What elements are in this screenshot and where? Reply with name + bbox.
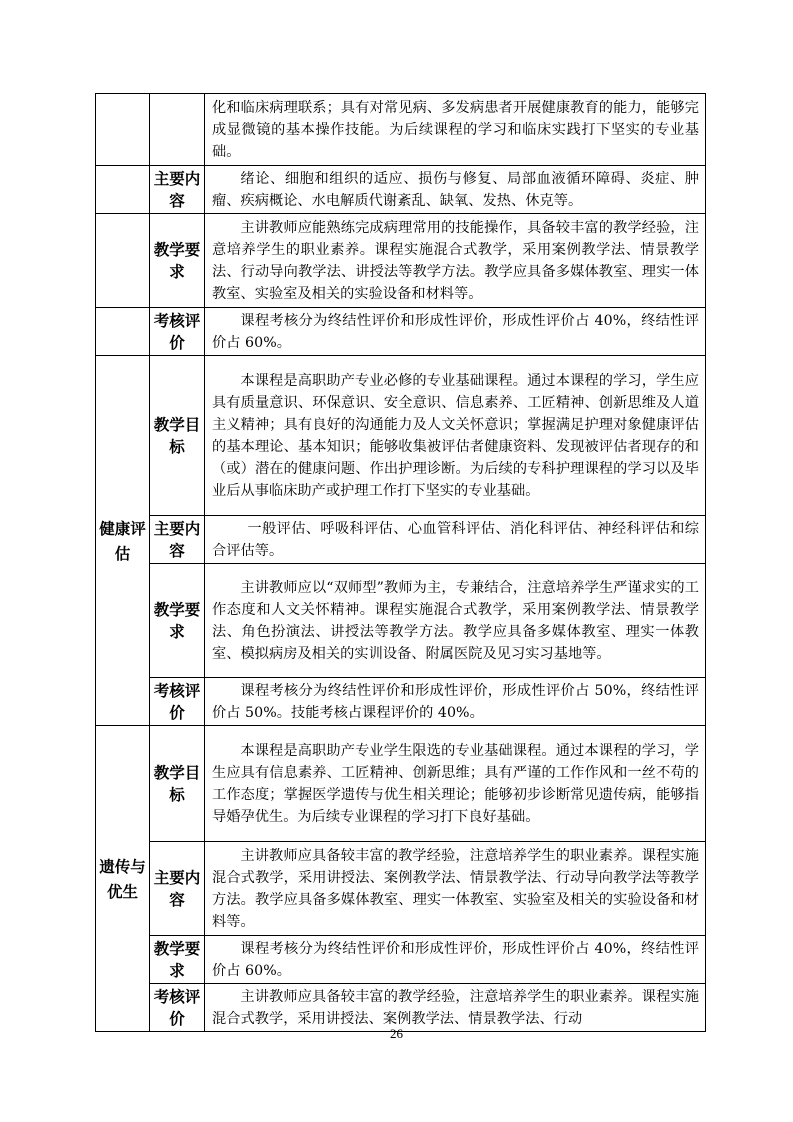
course-name-cell-continued-4 — [96, 308, 150, 356]
label-cell-continued — [150, 94, 205, 166]
pathology-objectives-text: 化和临床病理联系；具有对常见病、多发病患者开展健康教育的能力，能够完成显微镜的基本操作技能。为后续课程的学习和临床实践打下坚实的专业基础。 — [205, 94, 706, 166]
pathology-requirements-label: 教学要求 — [150, 214, 205, 308]
health-requirements-label: 教学要求 — [150, 564, 205, 678]
course-name-health-assessment: 健康评估 — [96, 356, 150, 726]
health-assessment-label: 考核评价 — [150, 678, 205, 726]
pathology-content-text: 绪论、细胞和组织的适应、损伤与修复、局部血液循环障碍、炎症、肿瘤、疾病概论、水电解质代谢紊乱、缺氧、发热、休克等。 — [205, 166, 706, 214]
row-genetics-assessment — [96, 984, 706, 1032]
pathology-assessment-text: 课程考核分为终结性评价和形成性评价，形成性评价占 40%，终结性评价占 60%。 — [205, 308, 706, 356]
course-table — [95, 93, 706, 1032]
health-objectives-label: 教学目标 — [150, 356, 205, 516]
genetics-objectives-text: 本课程是高职助产专业学生限选的专业基础课程。通过本课程的学习，学生应具有信息素养、工匠精神、创新思维；具有严谨的工作作风和一丝不苟的工作态度；掌握医学遗传与优生相关理论；能够初步诊断常见遗传病，能够指导婚孕优生。为后续专业课程的学习打下良好基础。 — [205, 726, 706, 842]
genetics-assessment-label: 考核评价 — [150, 984, 205, 1032]
row-genetics-content — [96, 842, 706, 936]
row-pathology-requirements — [96, 214, 706, 308]
row-genetics-objectives — [96, 726, 706, 842]
health-requirements-text: 主讲教师应以“双师型”教师为主，专兼结合，注意培养学生严谨求实的工作态度和人文关怀精神。课程实施混合式教学，采用案例教学法、情景教学法、角色扮演法、讲授法等教学方法。教学应具备多媒体教室、理实一体教室、模拟病房及相关的实训设备、附属医院及见习实习基地等。 — [205, 564, 706, 678]
course-name-cell-continued-2 — [96, 166, 150, 214]
course-name-cell-continued — [96, 94, 150, 166]
pathology-content-label: 主要内容 — [150, 166, 205, 214]
row-genetics-requirements — [96, 936, 706, 984]
genetics-content-text: 主讲教师应具备较丰富的教学经验，注意培养学生的职业素养。课程实施混合式教学，采用讲授法、案例教学法、情景教学法、行动导向教学法等教学方法。教学应具备多媒体教室、理实一体教室、实验室及相关的实验设备和材料等。 — [205, 842, 706, 936]
genetics-assessment-text: 主讲教师应具备较丰富的教学经验，注意培养学生的职业素养。课程实施混合式教学，采用讲授法、案例教学法、情景教学法、行动 — [205, 984, 706, 1032]
health-content-label: 主要内容 — [150, 516, 205, 564]
row-health-requirements — [96, 564, 706, 678]
page-number: 26 — [390, 1026, 403, 1041]
row-health-assessment — [96, 678, 706, 726]
pathology-assessment-label: 考核评价 — [150, 308, 205, 356]
genetics-requirements-label: 教学要求 — [150, 936, 205, 984]
row-pathology-assessment — [96, 308, 706, 356]
row-health-objectives — [96, 356, 706, 516]
course-name-genetics: 遗传与优生 — [96, 726, 150, 1032]
row-pathology-content — [96, 166, 706, 214]
course-name-cell-continued-3 — [96, 214, 150, 308]
genetics-objectives-label: 教学目标 — [150, 726, 205, 842]
row-health-content — [96, 516, 706, 564]
health-objectives-text: 本课程是高职助产专业必修的专业基础课程。通过本课程的学习，学生应具有质量意识、环保意识、安全意识、信息素养、工匠精神、创新思维及人道主义精神；具有良好的沟通能力及人文关怀意识；掌握满足护理对象健康评估的基本理论、基本知识；能够收集被评估者健康资料、发现被评估者现存的和（或）潜在的健康问题、作出护理诊断。为后续的专科护理课程的学习以及毕业后从事临床助产或护理工作打下坚实的专业基础。 — [205, 356, 706, 516]
row-pathology-objectives — [96, 94, 706, 166]
health-assessment-text: 课程考核分为终结性评价和形成性评价，形成性评价占 50%，终结性评价占 50%。技能考核占课程评价的 40%。 — [205, 678, 706, 726]
genetics-content-label: 主要内容 — [150, 842, 205, 936]
genetics-requirements-text: 课程考核分为终结性评价和形成性评价，形成性评价占 40%，终结性评价占 60%。 — [205, 936, 706, 984]
pathology-requirements-text: 主讲教师应能熟练完成病理常用的技能操作，具备较丰富的教学经验，注意培养学生的职业素养。课程实施混合式教学，采用案例教学法、情景教学法、行动导向教学法、讲授法等教学方法。教学应具备多媒体教室、理实一体教室、实验室及相关的实验设备和材料等。 — [205, 214, 706, 308]
health-content-text: 一般评估、呼吸科评估、心血管科评估、消化科评估、神经科评估和综合评估等。 — [205, 516, 706, 564]
